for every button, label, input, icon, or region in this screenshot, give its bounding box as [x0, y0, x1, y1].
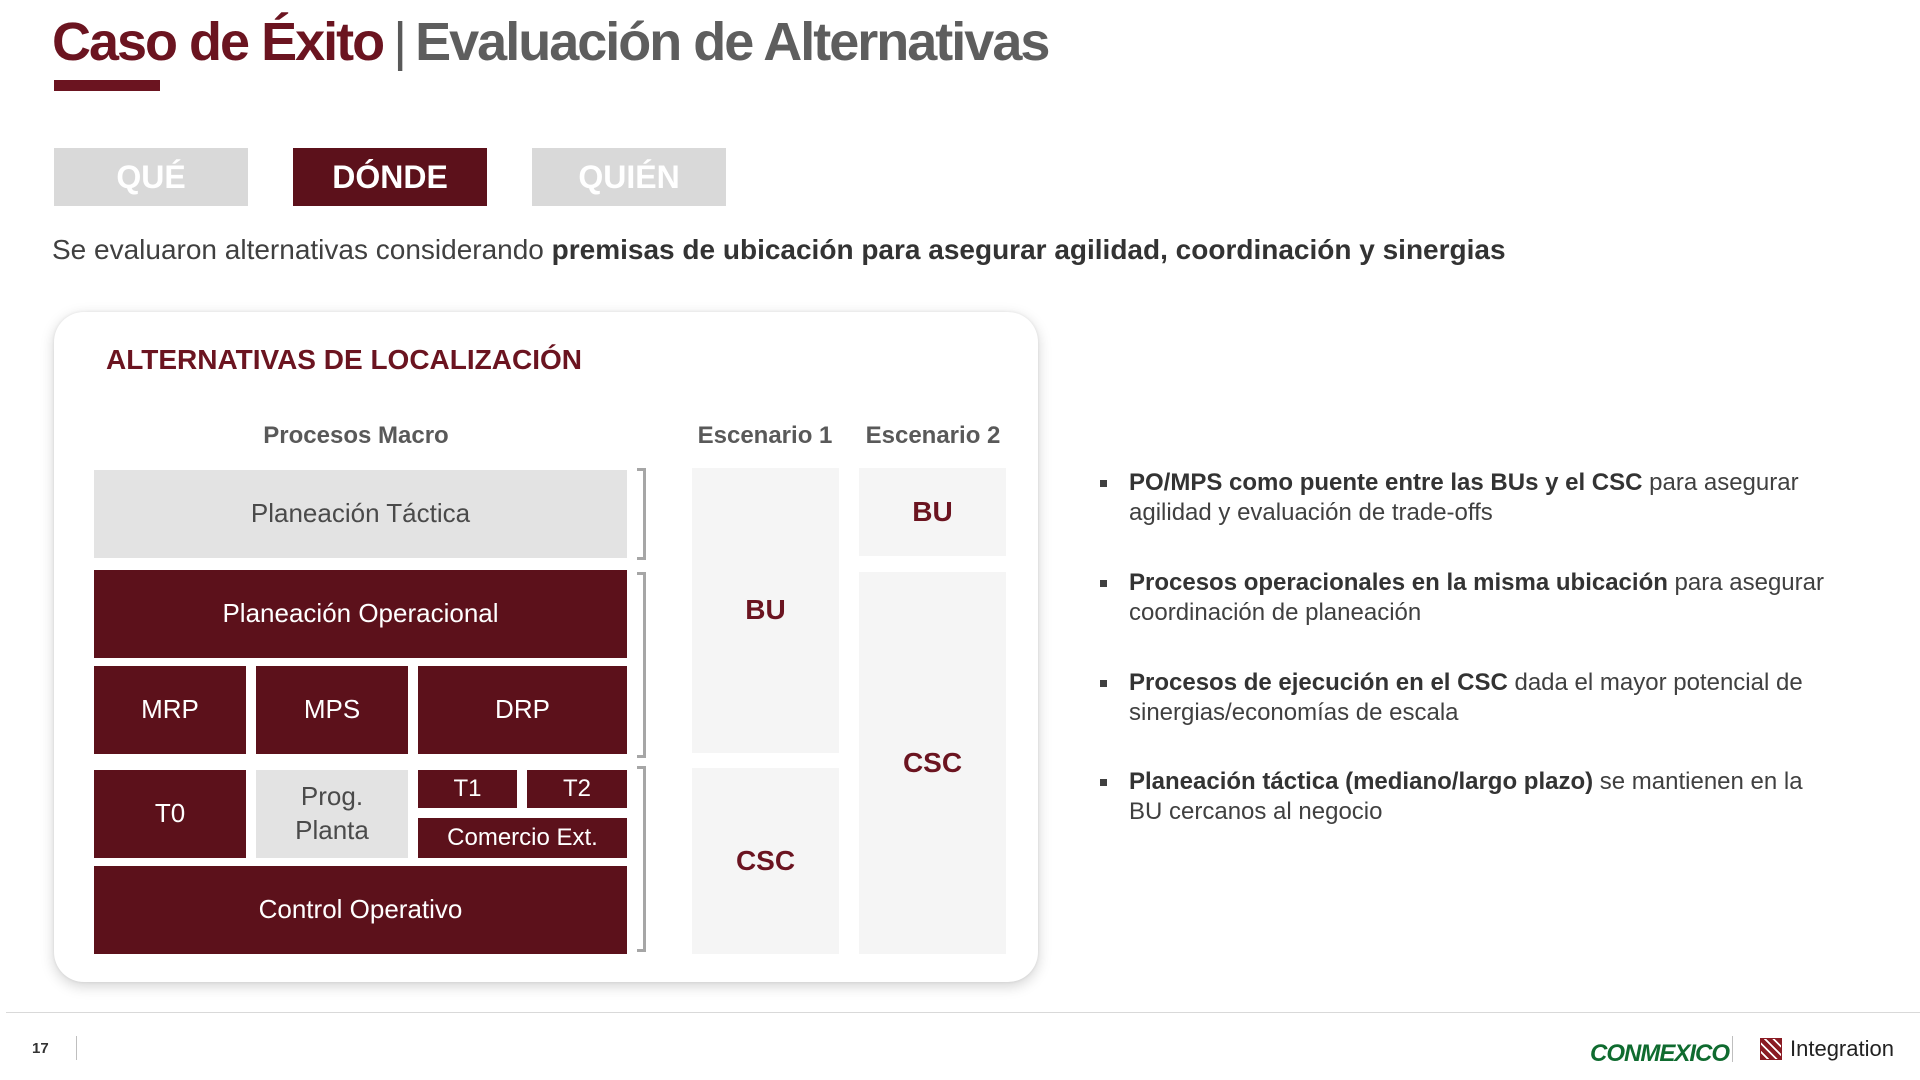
bullet-square-icon — [1100, 480, 1107, 487]
bullet-item — [1100, 668, 1840, 728]
box-t1: T1 — [418, 770, 517, 808]
bracket-ejecucion — [637, 766, 646, 952]
bullet-item — [1100, 468, 1840, 528]
box-drp: DRP — [418, 666, 627, 754]
title-underline — [54, 80, 160, 91]
page-number: 17 — [32, 1040, 49, 1057]
bullet-bold: PO/MPS como puente entre las BUs y el CSC — [1129, 469, 1643, 496]
intro-text — [52, 234, 1506, 266]
bullet-item — [1100, 767, 1840, 827]
page-number-separator — [76, 1036, 77, 1060]
bracket-operacional — [637, 572, 646, 758]
bullet-text: para asegurar agilidad y evaluación de trade-offs — [1129, 469, 1799, 526]
bullet-bold: Planeación táctica (mediano/largo plazo) — [1129, 768, 1594, 795]
tab-quien[interactable]: QUIÉN — [532, 148, 726, 206]
page-title — [52, 8, 1048, 76]
box-planeacion-operacional: Planeación Operacional — [94, 570, 627, 658]
title-separator: | — [393, 12, 406, 72]
escenario2-csc: CSC — [859, 572, 1006, 954]
title-part1: Caso de Éxito — [52, 12, 384, 72]
box-prog-planta: Prog. Planta — [256, 770, 408, 858]
box-planeacion-tactica: Planeación Táctica — [94, 470, 627, 558]
bullet-square-icon — [1100, 779, 1107, 786]
integration-logo-text: Integration — [1790, 1036, 1894, 1061]
box-control-operativo: Control Operativo — [94, 866, 627, 954]
card-title: ALTERNATIVAS DE LOCALIZACIÓN — [106, 344, 582, 375]
integration-logo — [1760, 1036, 1894, 1062]
bullet-text: para asegurar coordinación de planeación — [1129, 569, 1824, 626]
conmexico-logo: CONMEXICO — [1590, 1040, 1730, 1067]
integration-mark-icon — [1760, 1038, 1782, 1060]
box-comercio-ext: Comercio Ext. — [418, 818, 627, 858]
escenario1-bu: BU — [692, 468, 839, 753]
tab-que[interactable]: QUÉ — [54, 148, 248, 206]
bullet-item — [1100, 568, 1840, 628]
intro-bold: premisas de ubicación para asegurar agilidad, coordinación y sinergias — [551, 234, 1506, 265]
intro-normal: Se evaluaron alternativas considerando — [52, 234, 552, 265]
box-mps: MPS — [256, 666, 408, 754]
header-escenario-2: Escenario 2 — [865, 422, 1001, 449]
bullet-bold: Procesos operacionales en la misma ubicación — [1129, 569, 1668, 596]
escenario1-csc: CSC — [692, 768, 839, 954]
box-t2: T2 — [527, 770, 627, 808]
header-escenario-1: Escenario 1 — [697, 422, 833, 449]
logo-separator — [1732, 1036, 1733, 1062]
box-t0: T0 — [94, 770, 246, 858]
bullet-square-icon — [1100, 680, 1107, 687]
escenario2-bu: BU — [859, 468, 1006, 556]
bullet-text: dada el mayor potencial de sinergias/economías de escala — [1129, 669, 1803, 726]
title-part2: Evaluación de Alternativas — [415, 12, 1049, 72]
bullet-bold: Procesos de ejecución en el CSC — [1129, 669, 1508, 696]
box-mrp: MRP — [94, 666, 246, 754]
header-procesos-macro: Procesos Macro — [263, 422, 449, 449]
bracket-tactica — [637, 468, 646, 560]
bullet-square-icon — [1100, 580, 1107, 587]
tab-donde[interactable]: DÓNDE — [293, 148, 487, 206]
footer-divider — [6, 1012, 1920, 1013]
bullet-text: se mantienen en la BU cercanos al negocio — [1129, 768, 1803, 825]
